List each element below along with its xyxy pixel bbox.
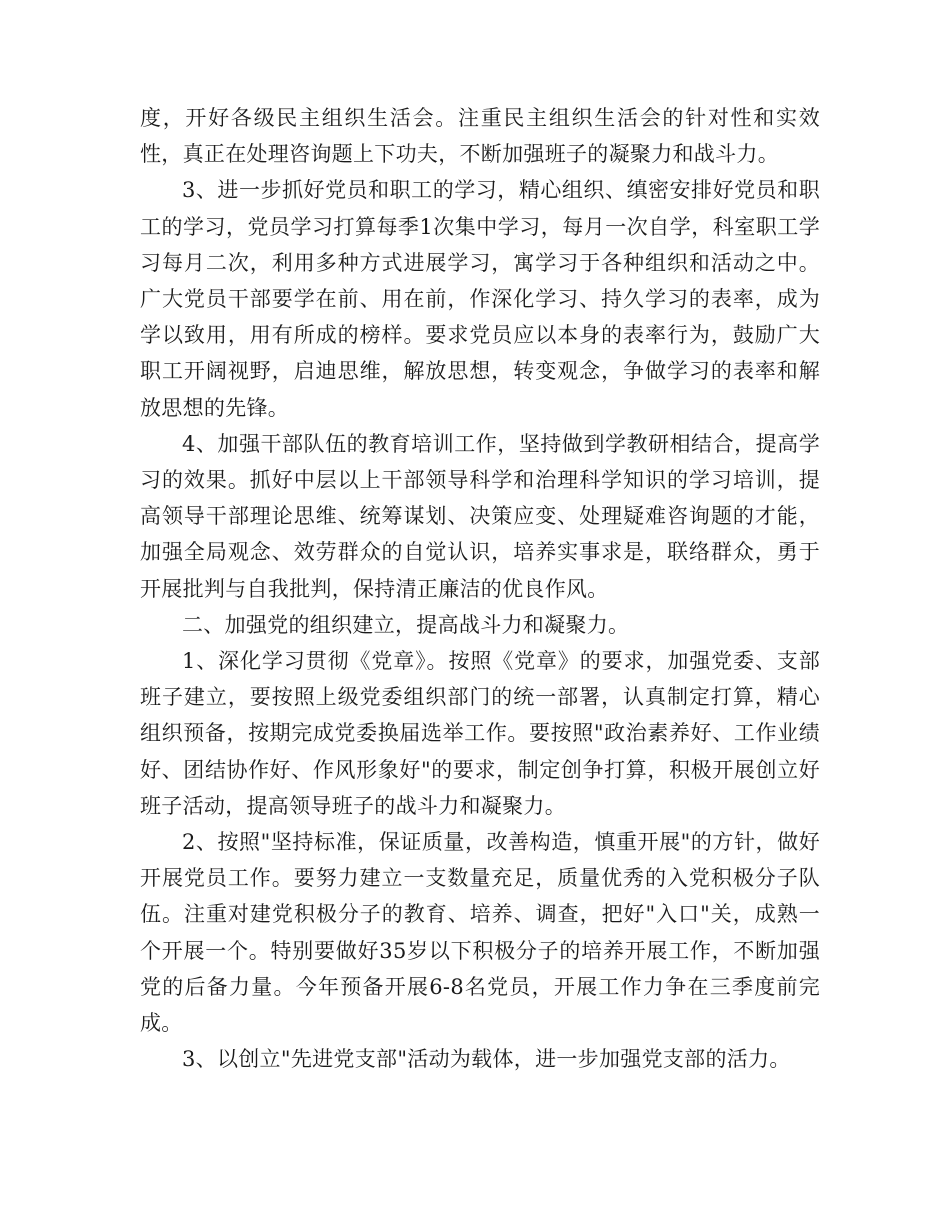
paragraph-continuation: 度，开好各级民主组织生活会。注重民主组织生活会的针对性和实效性，真正在处理咨询题上下功夫，不断加强班子的凝聚力和战斗力。 <box>140 106 820 167</box>
paragraph-item-3-branch: 3、以创立"先进党支部"活动为载体，进一步加强党支部的活力。 <box>182 1047 791 1072</box>
paragraph-item-3-study: 3、进一步抓好党员和职工的学习，精心组织、缜密安排好党员和职工的学习，党员学习打算每季1次集中学习，每月一次自学，科室职工学习每月二次，利用多种方式进展学习，寓学习于各种组织和活动之中。广大党员干部要学在前、用在前，作深化学习、持久学习的表率，成为学以致用，用有所成的榜样。要求党员应以本身的表率行为，鼓励广大职工开阔视野，启迪思维，解放思想，转变观念，争做学习的表率和解放思想的先锋。 <box>140 178 820 420</box>
paragraph-item-1-party-constitution: 1、深化学习贯彻《党章》。按照《党章》的要求，加强党委、支部班子建立，要按照上级党委组织部门的统一部署，认真制定打算，精心组织预备，按期完成党委换届选举工作。要按照"政治素养好、工作业绩好、团结协作好、作风形象好"的要求，制定创争打算，积极开展创立好班子活动，提高领导班子的战斗力和凝聚力。 <box>140 649 820 818</box>
section-heading-2: 二、加强党的组织建立，提高战斗力和凝聚力。 <box>182 612 630 637</box>
paragraph-item-2-member-development: 2、按照"坚持标准，保证质量，改善构造，慎重开展"的方针，做好开展党员工作。要努力建立一支数量充足，质量优秀的入党积极分子队伍。注重对建党积极分子的教育、培养、调查，把好"入口"关，成熟一个开展一个。特别要做好35岁以下积极分子的培养开展工作，不断加强党的后备力量。今年预备开展6-8名党员，开展工作力争在三季度前完成。 <box>140 830 820 1036</box>
paragraph-item-4-training: 4、加强干部队伍的教育培训工作，坚持做到学教研相结合，提高学习的效果。抓好中层以上干部领导科学和治理科学知识的学习培训，提高领导干部理论思维、统筹谋划、决策应变、处理疑难咨询题的才能，加强全局观念、效劳群众的自觉认识，培养实事求是，联络群众，勇于开展批判与自我批判，保持清正廉洁的优良作风。 <box>140 431 820 601</box>
document-body <box>140 100 820 1077</box>
